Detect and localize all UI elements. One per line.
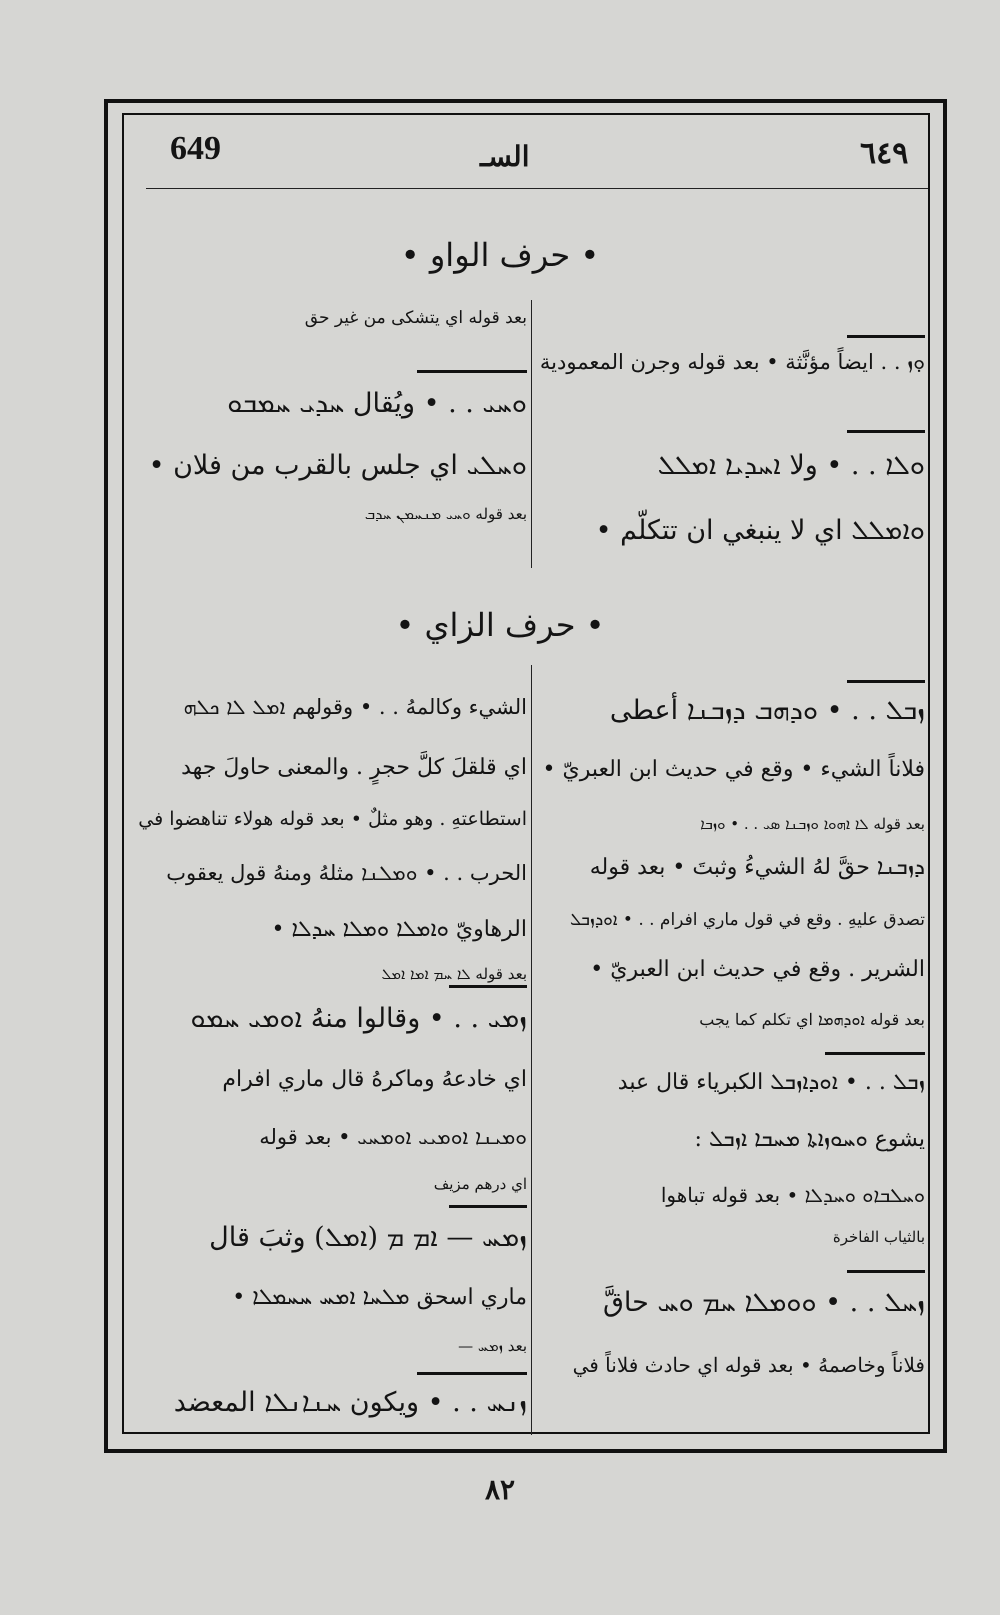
- waw-left-line-2: ܘܚܝ . . • ويُقال ܚܕܝ ܚܡܒܘ: [227, 388, 527, 419]
- zay-right-line-9: يشوع ܘܚܘܙܐܬܐ ܡܚܒܐ ܐܙܒܠ :: [694, 1127, 925, 1152]
- zay-left-line-13: بعد ܙܡܚ —: [458, 1337, 527, 1355]
- zay-right-line-10: ܘܚܠܒܐܘ ܘܚܕܠܐ • بعد قوله تباهوا: [660, 1183, 925, 1207]
- entry-rule: [847, 430, 925, 433]
- entry-rule: [825, 1052, 925, 1055]
- section-heading-waw: • حرف الواو •: [400, 236, 600, 274]
- entry-rule: [449, 985, 527, 988]
- zay-right-line-7: بعد قوله ܐܘܕܗܡܐ اي تكلم كما يجب: [699, 1010, 925, 1029]
- column-divider-waw: [531, 300, 532, 568]
- zay-left-line-10: اي درهم مزيف: [433, 1175, 527, 1193]
- zay-left-line-6: بعد قوله ܠܐ ܚܡ ܐܡܐ ܐܡܠ: [381, 965, 527, 983]
- page-number-latin: 649: [170, 130, 221, 167]
- zay-right-line-5: تصدق عليهِ . وقع في قول ماري افرام . . • ܐܘܕܙܒܠ: [569, 910, 925, 930]
- waw-left-line-3: ܘܚܠܝ اي جلس بالقرب من فلان •: [148, 450, 527, 481]
- zay-right-line-3: بعد قوله ܠܐ ܐܗܘܐ ܘܙܒܢܐ ܣܝ . . • ܘܙܒܐ: [700, 815, 925, 833]
- zay-left-line-7: ܙܡܝ . . • وقالوا منهُ ܐܘܡܝ ܚܡܘ: [190, 1003, 527, 1034]
- entry-rule: [417, 370, 527, 373]
- zay-right-line-13: فلاناً وخاصمهُ • بعد قوله اي حادث فلاناً في: [572, 1353, 925, 1377]
- zay-left-line-9: ܘܡܝܢܐ ܐܘܡܝܝ ܐܘܡܚܝ • بعد قوله: [259, 1125, 527, 1149]
- entry-rule: [847, 335, 925, 338]
- footer-page-number: ٨٢: [485, 1473, 516, 1506]
- column-divider-zay: [531, 665, 532, 1435]
- waw-right-line-1: ܘ̣ܙ . . ايضاً مؤنَّثة • بعد قوله وجرن المعمودية: [539, 350, 925, 374]
- entry-rule: [417, 1372, 527, 1375]
- waw-left-column: [135, 300, 527, 570]
- zay-right-line-4: ܕܙܒܢܐ حقَّ لهُ الشيءُ وثبتَ • بعد قوله: [589, 855, 925, 880]
- zay-left-line-4: الحرب . . • ܘܡܠܢܐ مثلهُ ومنهُ قول يعقوب: [166, 861, 527, 885]
- zay-left-line-2: اي قلقلَ كلَّ حجرٍ . والمعنى حاولَ جهد: [181, 755, 527, 780]
- entry-rule: [847, 1270, 925, 1273]
- waw-left-line-4: بعد قوله ܘܚܝ ܡܢܚܡܢ ܚܕܒ: [364, 505, 527, 523]
- zay-left-line-3: استطاعتهِ . وهو مثلٌ • بعد قوله هولاء تناهضوا في: [138, 808, 527, 830]
- zay-right-line-6: الشرير . وقع في حديث ابن العبريّ •: [590, 957, 925, 982]
- section-heading-zay: • حرف الزاي •: [395, 606, 605, 644]
- waw-right-line-3: ܘܐܡܠܠ اي لا ينبغي ان تتكلّم •: [595, 515, 925, 546]
- entry-rule: [847, 680, 925, 683]
- waw-right-line-2: ܘܠܐ . . • ولا ܐܚܕܝܐ ܐܡܠܠ: [657, 450, 925, 481]
- zay-right-line-8: ܙܒܠ . . • ܐܘܕܐܙܒܠ الكبرياء قال عبد: [617, 1070, 925, 1095]
- running-head: السـ: [480, 140, 530, 173]
- entry-rule: [449, 1205, 527, 1208]
- zay-right-line-2: فلاناً الشيء • وقع في حديث ابن العبريّ •: [542, 757, 925, 782]
- zay-left-line-1: الشيء وكالمهُ . . • وقولهم ܐܡܠ ܠܐ ܟܠܗ: [183, 695, 527, 719]
- zay-right-line-1: ܙܒܠ . . • ܘܕܗܒ ܕܙܒܢܐ أعطى: [609, 695, 925, 726]
- waw-right-column: [535, 300, 925, 570]
- waw-left-line-1: بعد قوله اي يتشكى من غير حق: [304, 308, 527, 328]
- zay-right-line-12: ܙܚܠ . . • ܘܘܡܠܐ ܚܡ ܘܚ حاقَّ: [602, 1287, 925, 1318]
- zay-left-line-5: الرهاويّ ܘܐܡܠܐ ܘܡܠܐ ܚܕܠܐ •: [271, 917, 527, 942]
- zay-left-line-14: ܙܢܚ . . • ويكون ܚܢܐܢܠܐ المعضد: [173, 1387, 527, 1418]
- zay-left-line-12: ماري اسحق ܡܠܚܐ ܐܡܚ ܚܚܡܠܐ •: [232, 1285, 527, 1310]
- zay-left-column: [135, 665, 527, 1435]
- header-rule: [146, 188, 928, 189]
- zay-left-line-11: ܙܡܚ — ܐܡ ܡ (ܐܡܠ) وثبَ قال: [209, 1222, 527, 1253]
- zay-right-column: [535, 665, 925, 1435]
- zay-left-line-8: اي خادعهُ وماكرهُ قال ماري افرام: [222, 1067, 527, 1092]
- page-number-arabic: ٦٤٩: [860, 136, 909, 171]
- zay-right-line-11: بالثياب الفاخرة: [832, 1228, 925, 1246]
